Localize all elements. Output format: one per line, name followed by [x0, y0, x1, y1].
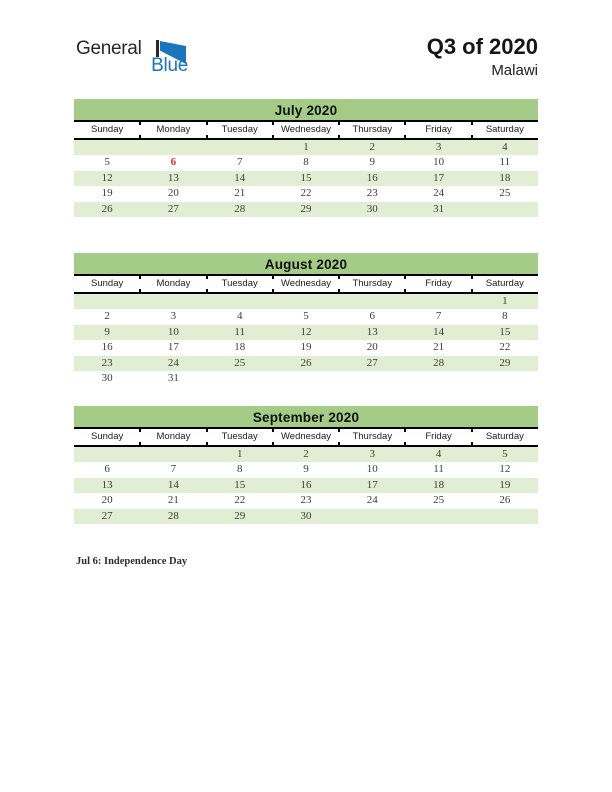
day-cell: 21	[433, 341, 445, 354]
day-cell: 12	[300, 325, 312, 338]
weekday-cell: Saturday	[472, 276, 538, 292]
day-cell: 23	[300, 494, 312, 507]
weekday-header-row	[74, 429, 538, 447]
day-cell	[207, 371, 273, 386]
title-block	[427, 34, 538, 79]
day-cell: 14	[167, 478, 179, 491]
day-cell: 26	[499, 494, 511, 507]
day-cell: 31	[433, 202, 445, 215]
week-row	[74, 462, 538, 477]
day-cell: 3	[369, 448, 376, 460]
month-title: August 2020	[74, 253, 538, 276]
day-cell: 12	[499, 463, 511, 476]
day-cell	[339, 371, 405, 386]
day-cell: 28	[167, 509, 179, 522]
day-cell	[207, 294, 273, 309]
weekday-cell: Wednesday	[273, 122, 339, 138]
day-cell: 6	[104, 463, 110, 476]
day-cell: 21	[167, 494, 179, 507]
day-cell	[339, 294, 405, 309]
month-title: September 2020	[74, 406, 538, 429]
day-cell: 18	[499, 171, 511, 184]
week-row	[74, 171, 538, 186]
day-cell: 20	[167, 187, 179, 200]
day-cell	[74, 447, 140, 462]
weekday-cell: Friday	[405, 429, 471, 445]
general-blue-logo	[76, 38, 190, 80]
day-cell: 5	[502, 448, 508, 460]
weekday-cell: Tuesday	[207, 429, 273, 445]
week-row	[74, 371, 538, 386]
weekday-cell: Friday	[405, 276, 471, 292]
day-cell: 30	[366, 202, 378, 215]
day-cell: 1	[303, 141, 309, 153]
day-cell	[405, 509, 471, 524]
day-cell: 20	[366, 341, 378, 354]
day-cell: 29	[499, 356, 511, 369]
weekday-cell: Saturday	[472, 429, 538, 445]
day-cell: 19	[300, 341, 312, 354]
day-cell	[140, 294, 206, 309]
day-cell	[405, 371, 471, 386]
country-subtitle: Malawi	[491, 62, 538, 79]
holiday-footnote: Jul 6: Independence Day	[76, 556, 188, 567]
day-cell: 5	[303, 310, 309, 323]
weekday-header-row	[74, 276, 538, 294]
day-cell: 19	[101, 187, 113, 200]
day-cell: 30	[101, 371, 113, 384]
day-cell	[472, 509, 538, 524]
day-cell: 24	[366, 494, 378, 507]
day-cell: 23	[366, 187, 378, 200]
week-row	[74, 356, 538, 371]
weekday-cell: Thursday	[339, 122, 405, 138]
weekday-cell: Wednesday	[273, 429, 339, 445]
day-cell: 15	[234, 478, 246, 491]
day-cell: 27	[101, 509, 113, 522]
day-cell	[74, 140, 140, 155]
weekday-cell: Wednesday	[273, 276, 339, 292]
weekday-header-row	[74, 122, 538, 140]
day-cell: 17	[433, 171, 445, 184]
week-row	[74, 509, 538, 524]
day-cell: 10	[167, 325, 179, 338]
day-cell: 23	[101, 356, 113, 369]
day-cell: 22	[300, 187, 312, 200]
day-cell	[273, 371, 339, 386]
day-cell: 13	[101, 478, 113, 491]
day-cell: 7	[170, 463, 177, 476]
day-cell: 9	[303, 463, 309, 476]
day-cell	[405, 294, 471, 309]
day-cell: 24	[167, 356, 179, 369]
logo-blue-text: Blue	[151, 55, 188, 76]
day-cell: 17	[366, 478, 378, 491]
day-cell: 25	[433, 494, 445, 507]
month-calendar-august	[74, 253, 538, 386]
week-row	[74, 155, 538, 170]
day-cell: 31	[167, 371, 179, 384]
weekday-cell: Sunday	[91, 278, 124, 289]
day-cell: 3	[435, 141, 442, 153]
day-cell: 7	[236, 156, 243, 169]
day-cell: 14	[433, 325, 445, 338]
day-cell: 4	[435, 448, 442, 460]
day-cell	[472, 371, 538, 386]
weekday-cell: Thursday	[339, 276, 405, 292]
day-cell: 11	[433, 463, 444, 476]
day-cell: 27	[366, 356, 378, 369]
day-cell	[140, 140, 206, 155]
weekday-cell: Sunday	[91, 124, 124, 135]
day-cell: 20	[101, 494, 113, 507]
weekday-cell: Saturday	[472, 122, 538, 138]
week-row	[74, 202, 538, 217]
day-cell: 1	[502, 295, 508, 307]
month-title: July 2020	[74, 99, 538, 122]
day-cell: 2	[303, 448, 309, 460]
week-row	[74, 140, 538, 155]
calendar-grid	[74, 294, 538, 386]
week-row	[74, 309, 538, 324]
day-cell: 27	[167, 202, 179, 215]
day-cell: 29	[234, 509, 246, 522]
day-cell: 26	[101, 202, 113, 215]
calendar-grid	[74, 140, 538, 217]
week-row	[74, 447, 538, 462]
weekday-cell: Monday	[140, 122, 206, 138]
day-cell: 10	[433, 156, 445, 169]
day-cell	[140, 447, 206, 462]
quarter-title: Q3 of 2020	[426, 34, 538, 59]
day-cell	[339, 509, 405, 524]
weekday-cell: Tuesday	[207, 276, 273, 292]
day-cell: 15	[499, 325, 511, 338]
day-cell: 16	[300, 478, 312, 491]
weekday-cell: Monday	[140, 429, 206, 445]
day-cell: 10	[366, 463, 378, 476]
day-cell: 2	[369, 141, 376, 153]
day-cell: 8	[236, 463, 243, 476]
day-cell: 30	[300, 509, 312, 522]
holiday-day-cell: 6	[170, 156, 177, 169]
week-row	[74, 493, 538, 508]
day-cell: 22	[499, 341, 511, 354]
day-cell: 3	[170, 310, 177, 323]
day-cell: 6	[369, 310, 376, 323]
day-cell	[74, 294, 140, 309]
day-cell: 8	[303, 156, 309, 169]
day-cell: 25	[234, 356, 246, 369]
day-cell: 5	[104, 156, 110, 169]
day-cell: 28	[433, 356, 445, 369]
day-cell: 4	[502, 141, 508, 153]
calendar-grid	[74, 447, 538, 524]
day-cell: 21	[234, 187, 246, 200]
day-cell: 16	[366, 171, 378, 184]
day-cell: 14	[234, 171, 246, 184]
day-cell: 28	[234, 202, 246, 215]
day-cell: 18	[433, 478, 445, 491]
day-cell: 9	[104, 325, 110, 338]
week-row	[74, 478, 538, 493]
week-row	[74, 186, 538, 201]
weekday-cell: Sunday	[91, 431, 124, 442]
day-cell: 13	[366, 325, 378, 338]
week-row	[74, 340, 538, 355]
day-cell: 26	[300, 356, 312, 369]
day-cell: 16	[101, 341, 113, 354]
logo-general-text: General	[76, 38, 142, 59]
weekday-cell: Thursday	[339, 429, 405, 445]
month-calendar-september	[74, 406, 538, 524]
day-cell: 11	[234, 325, 245, 338]
week-row	[74, 325, 538, 340]
day-cell: 24	[433, 187, 445, 200]
weekday-cell: Tuesday	[207, 122, 273, 138]
day-cell: 1	[236, 448, 243, 460]
day-cell: 7	[435, 310, 442, 323]
day-cell: 22	[234, 494, 246, 507]
day-cell: 13	[167, 171, 179, 184]
day-cell	[273, 294, 339, 309]
day-cell: 18	[234, 341, 246, 354]
day-cell: 4	[236, 310, 243, 323]
day-cell: 2	[104, 310, 110, 323]
day-cell: 19	[499, 478, 511, 491]
day-cell: 9	[369, 156, 376, 169]
day-cell: 25	[499, 187, 511, 200]
week-row	[74, 294, 538, 309]
month-calendar-july	[74, 99, 538, 217]
day-cell	[472, 202, 538, 217]
day-cell: 17	[167, 341, 179, 354]
day-cell: 11	[499, 156, 511, 169]
day-cell: 12	[101, 171, 113, 184]
day-cell: 8	[502, 310, 508, 323]
day-cell	[207, 140, 273, 155]
weekday-cell: Monday	[140, 276, 206, 292]
day-cell: 15	[300, 171, 312, 184]
day-cell: 29	[300, 202, 312, 215]
weekday-cell: Friday	[405, 122, 471, 138]
